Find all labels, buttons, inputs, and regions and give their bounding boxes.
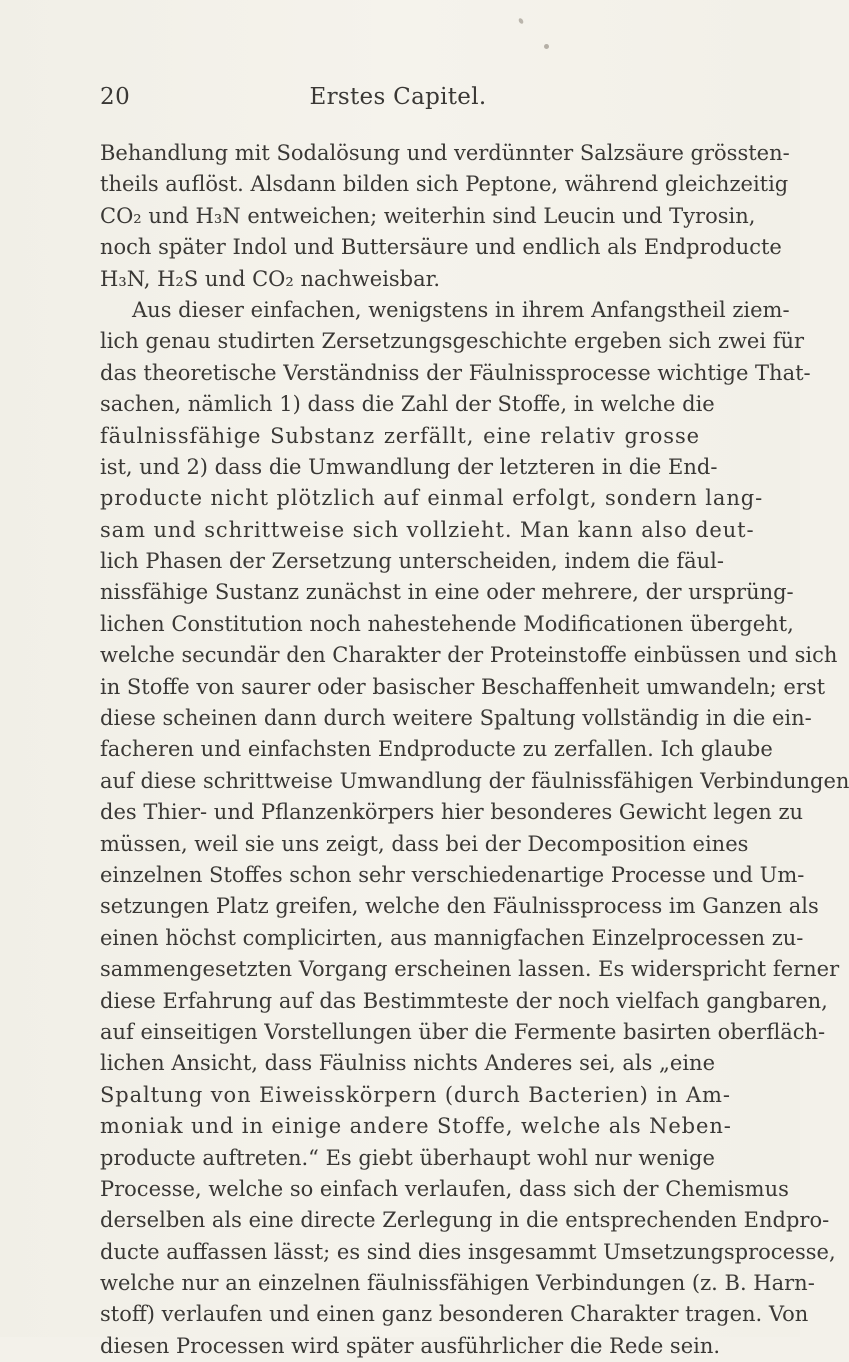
text-line: derselben als eine directe Zerlegung in die entsprechenden Endpro- bbox=[100, 1208, 830, 1233]
body-text bbox=[100, 138, 849, 1362]
ink-speck bbox=[518, 17, 524, 24]
text-line: des Thier- und Pflanzenkörpers hier besonderes Gewicht legen zu bbox=[100, 800, 804, 825]
text-line: Aus dieser einfachen, wenigstens in ihrem Anfangstheil ziem- bbox=[132, 297, 790, 322]
text-line: facheren und einfachsten Endproducte zu zerfallen. Ich glaube bbox=[100, 737, 773, 762]
text-line: auf einseitigen Vorstellungen über die Fermente basirten oberfläch- bbox=[100, 1019, 826, 1044]
running-head: Erstes Capitel. bbox=[309, 84, 487, 110]
text-line: lichen Ansicht, dass Fäulniss nichts Anderes sei, als „eine bbox=[100, 1051, 716, 1076]
text-line: sam und schrittweise sich vollzieht. Man kann also deut- bbox=[100, 517, 755, 542]
text-line: nissfähige Sustanz zunächst in eine oder mehrere, der ursprüng- bbox=[100, 580, 794, 605]
text-line: lich genau studirten Zersetzungsgeschichte ergeben sich zwei für bbox=[100, 329, 805, 354]
text-line: lich Phasen der Zersetzung unterscheiden, indem die fäul- bbox=[100, 549, 724, 574]
text-line: einen höchst complicirten, aus mannigfachen Einzelprocessen zu- bbox=[100, 925, 804, 950]
ink-speck bbox=[544, 44, 549, 49]
page-number: 20 bbox=[100, 84, 131, 110]
text-line: in Stoffe von saurer oder basischer Beschaffenheit umwandeln; erst bbox=[100, 674, 826, 699]
text-line: Spaltung von Eiweisskörpern (durch Bacterien) in Am- bbox=[100, 1082, 731, 1107]
text-line: theils auflöst. Alsdann bilden sich Peptone, während gleichzeitig bbox=[100, 172, 789, 197]
text-line: welche secundär den Charakter der Proteinstoffe einbüssen und sich bbox=[100, 643, 838, 668]
text-line: auf diese schrittweise Umwandlung der fäulnissfähigen Verbindungen bbox=[100, 768, 849, 793]
text-line: H₃N, H₂S und CO₂ nachweisbar. bbox=[100, 266, 441, 291]
text-line: diese scheinen dann durch weitere Spaltung vollständig in die ein- bbox=[100, 706, 812, 731]
text-line: lichen Constitution noch nahestehende Modificationen übergeht, bbox=[100, 611, 794, 636]
text-line: diesen Processen wird später ausführlicher die Rede sein. bbox=[100, 1333, 721, 1358]
text-line: CO₂ und H₃N entweichen; weiterhin sind Leucin und Tyrosin, bbox=[100, 203, 756, 228]
paragraph-2 bbox=[100, 295, 849, 1362]
text-line: producte nicht plötzlich auf einmal erfolgt, sondern lang- bbox=[100, 486, 764, 511]
text-line: stoff) verlaufen und einen ganz besonderen Charakter tragen. Von bbox=[100, 1302, 809, 1327]
text-line: einzelnen Stoffes schon sehr verschiedenartige Processe und Um- bbox=[100, 862, 805, 887]
text-line: das theoretische Verständniss der Fäulnissprocesse wichtige That- bbox=[100, 360, 811, 385]
text-line: ist, und 2) dass die Umwandlung der letzteren in die End- bbox=[100, 454, 718, 479]
text-line: welche nur an einzelnen fäulnissfähigen Verbindungen (z. B. Harn- bbox=[100, 1271, 815, 1296]
paragraph-1 bbox=[100, 138, 790, 295]
text-line: Behandlung mit Sodalösung und verdünnter Salzsäure grössten- bbox=[100, 141, 790, 165]
text-line: producte auftreten.“ Es giebt überhaupt wohl nur wenige bbox=[100, 1145, 715, 1170]
text-line: moniak und in einige andere Stoffe, welche als Neben- bbox=[100, 1114, 732, 1139]
text-line: ducte auffassen lässt; es sind dies insgesammt Umsetzungsprocesse, bbox=[100, 1239, 836, 1264]
text-line: sammengesetzten Vorgang erscheinen lassen. Es widerspricht ferner bbox=[100, 957, 840, 982]
text-line: Processe, welche so einfach verlaufen, dass sich der Chemismus bbox=[100, 1176, 789, 1201]
text-line: setzungen Platz greifen, welche den Fäulnissprocess im Ganzen als bbox=[100, 894, 819, 919]
text-line: müssen, weil sie uns zeigt, dass bei der Decomposition eines bbox=[100, 831, 749, 856]
text-line: fäulnissfähige Substanz zerfällt, eine relativ grosse bbox=[100, 423, 700, 448]
text-line: sachen, nämlich 1) dass die Zahl der Stoffe, in welche die bbox=[100, 392, 715, 417]
page-header bbox=[100, 84, 696, 120]
text-line: diese Erfahrung auf das Bestimmteste der noch vielfach gangbaren, bbox=[100, 988, 828, 1013]
text-line: noch später Indol und Buttersäure und endlich als Endproducte bbox=[100, 235, 782, 260]
